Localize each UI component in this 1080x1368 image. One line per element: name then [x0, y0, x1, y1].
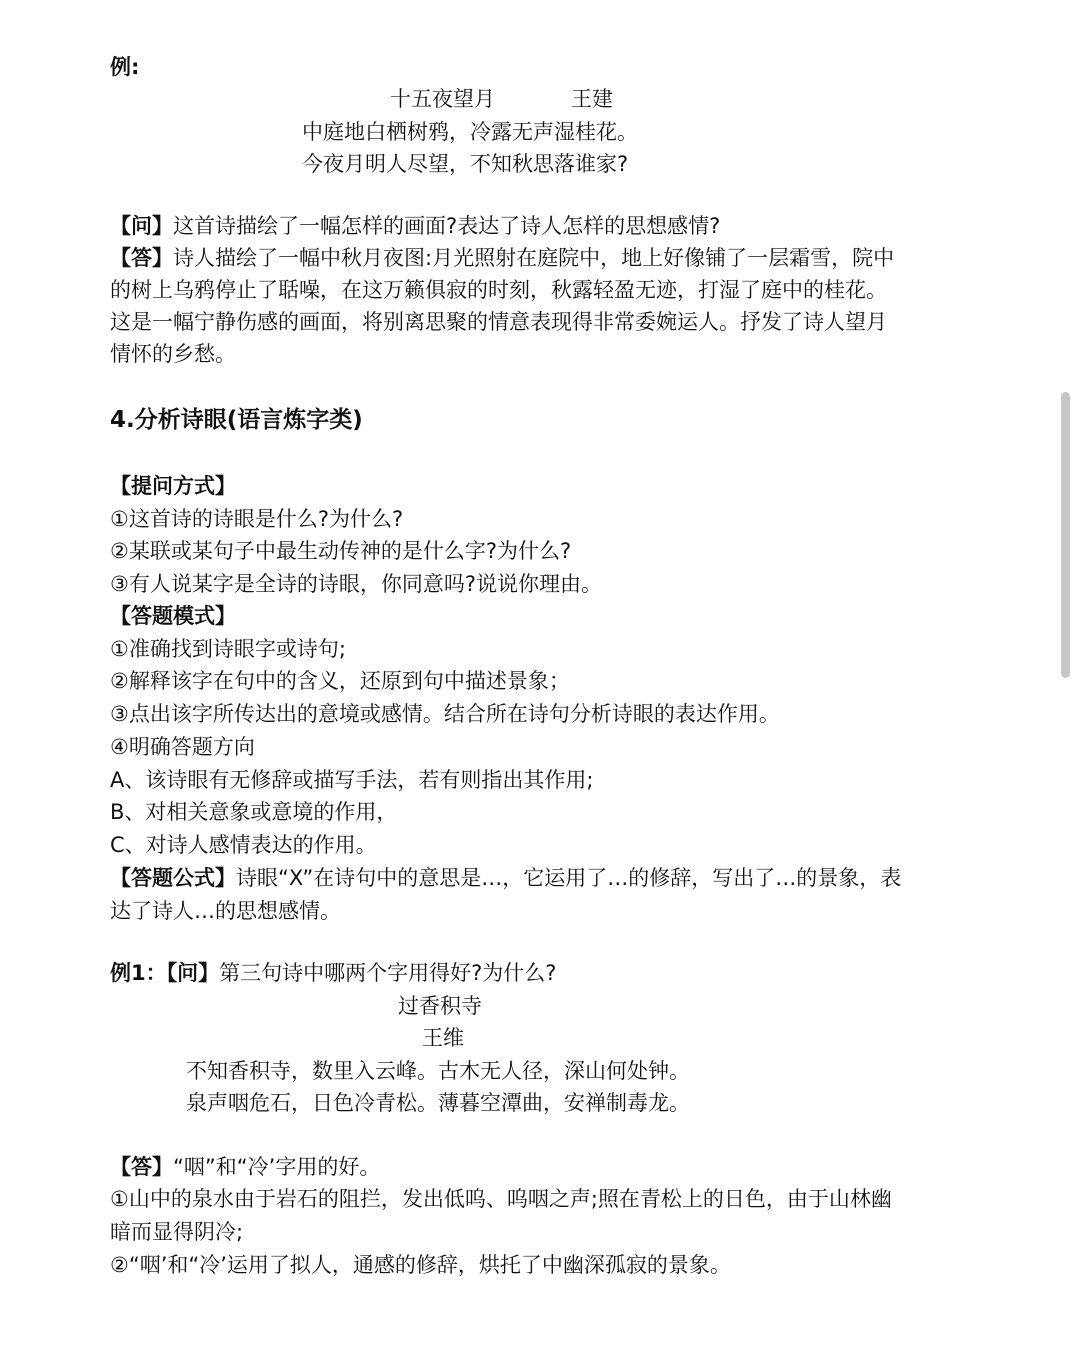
poem-line: 今夜月明人尽望，不知秋思落谁家?: [302, 152, 629, 176]
list-item: C、对诗人感情表达的作用。: [110, 833, 377, 857]
example-label: 例1：: [110, 961, 167, 985]
list-item: ④明确答题方向: [110, 735, 255, 759]
question-mark: 【问】: [166, 961, 220, 985]
list-item: ②某联或某句子中最生动传神的是什么字?为什么?: [110, 539, 572, 563]
example-label: 例:: [110, 55, 140, 79]
section-heading: 4.分析诗眼(语言炼字类): [110, 407, 363, 433]
question-mark: 【问】: [110, 214, 173, 238]
poem-title: 过香积寺: [398, 994, 482, 1018]
list-item: A、该诗眼有无修辞或描写手法，若有则指出其作用;: [110, 768, 594, 792]
question-paragraph: [110, 210, 720, 242]
poem-title: 十五夜望月: [390, 87, 495, 111]
answer-text: ②“咽’和“冷’运用了拟人，通感的修辞，烘托了中幽深孤寂的景象。: [110, 1253, 731, 1277]
answer-text: “咽”和“冷’字用的好。: [173, 1155, 381, 1179]
answer-paragraph: [110, 242, 894, 274]
answer-text: 的树上乌鸦停止了聒噪，在这万籁俱寂的时刻，秋露轻盈无迹，打湿了庭中的桂花。: [110, 278, 887, 302]
list-item: ①准确找到诗眼字或诗句;: [110, 637, 346, 661]
answer-paragraph: [110, 1151, 380, 1183]
question-text: 这首诗描绘了一幅怎样的画面?表达了诗人怎样的思想感情?: [173, 214, 721, 238]
poem-line: 不知香积寺，数里入云峰。古木无人径，深山何处钟。: [186, 1059, 690, 1083]
answer-text: ①山中的泉水由于岩石的阻拦，发出低呜、呜咽之声;照在青松上的日色，由于山林幽: [110, 1187, 892, 1211]
poem-author: 王建: [571, 87, 613, 111]
answer-text: 诗人描绘了一幅中秋月夜图:月光照射在庭院中，地上好像铺了一层霜雪，院中: [173, 246, 895, 270]
answer-mark: 【答】: [110, 246, 173, 270]
list-item: ③点出该字所传达出的意境或感情。结合所在诗句分析诗眼的表达作用。: [110, 702, 780, 726]
list-item: B、对相关意象或意境的作用，: [110, 800, 398, 824]
poem-line: 泉声咽危石，日色冷青松。薄暮空潭曲，安禅制毒龙。: [186, 1091, 690, 1115]
formula-text: 诗眼“X”在诗句中的意思是…，它运用了…的修辞，写出了…的景象，表: [236, 866, 902, 890]
scrollbar-thumb[interactable]: [1061, 392, 1070, 678]
ask-heading: 【提问方式】: [110, 474, 236, 498]
answer-text: 暗而显得阴冷;: [110, 1220, 244, 1244]
mode-heading: 【答题模式】: [110, 604, 236, 628]
list-item: ②解释该字在句中的含义，还原到句中描述景象；: [110, 669, 570, 693]
formula-mark: 【答题公式】: [110, 866, 236, 890]
poem-line: 中庭地白栖树鸦，冷露无声湿桂花。: [302, 120, 638, 144]
answer-text: 情怀的乡愁。: [110, 342, 236, 366]
list-item: ①这首诗的诗眼是什么?为什么?: [110, 507, 404, 531]
question-text: 第三句诗中哪两个字用得好?为什么?: [219, 961, 557, 985]
list-item: ③有人说某字是全诗的诗眼，你同意吗?说说你理由。: [110, 572, 602, 596]
formula-text: 达了诗人…的思想感情。: [110, 899, 341, 923]
poem-author: 王维: [422, 1026, 464, 1050]
example-question: [110, 957, 556, 989]
answer-text: 这是一幅宁静伤感的画面，将别离思聚的情意表现得非常委婉运人。抒发了诗人望月: [110, 310, 887, 334]
formula-paragraph: [110, 862, 901, 894]
answer-mark: 【答】: [110, 1155, 173, 1179]
